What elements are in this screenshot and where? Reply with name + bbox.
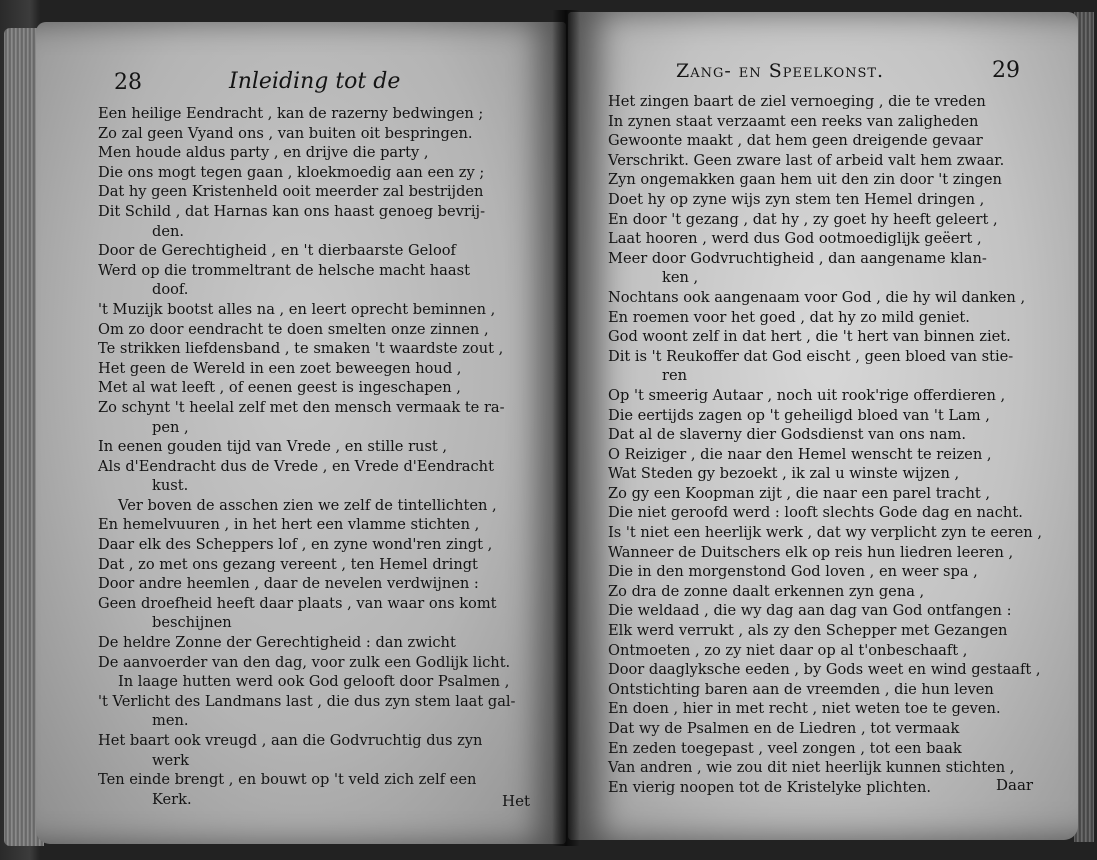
text-line: Die niet geroofd werd : looft slechts Gode dag en nacht.: [608, 504, 1023, 522]
text-line: Meer door Godvruchtigheid , dan aangename klan-: [608, 249, 987, 267]
text-line: En doen , hier in met recht , niet weten toe te geven.: [608, 700, 1001, 718]
text-line: den.: [152, 222, 185, 240]
text-line: Laat hooren , werd dus God ootmoediglijk geëert ,: [608, 230, 982, 248]
text-line: Dat , zo met ons gezang vereent , ten Hemel dringt: [98, 555, 478, 573]
text-line: Dit is 't Reukoffer dat God eischt , geen bloed van stie-: [608, 347, 1014, 365]
left-page-number: 28: [114, 70, 142, 95]
text-line: Zo zal geen Vyand ons , van buiten oit bespringen.: [98, 124, 473, 142]
text-line: Die weldaad , die wy dag aan dag van God ontfangen :: [608, 602, 1012, 620]
text-line: Door daaglyksche eeden , by Gods weet en wind gestaaft ,: [608, 661, 1041, 679]
text-line: Doet hy op zyne wijs zyn stem ten Hemel dringen ,: [608, 190, 985, 208]
text-line: men.: [152, 712, 189, 730]
text-line: Dat al de slaverny dier Godsdienst van ons nam.: [608, 426, 966, 444]
text-line: doof.: [152, 281, 189, 299]
right-text-block: [608, 92, 1042, 797]
text-line: pen ,: [152, 418, 189, 436]
text-line: Is 't niet een heerlijk werk , dat wy verplicht zyn te eeren ,: [608, 524, 1042, 542]
left-page: [36, 22, 566, 844]
left-running-head: Inleiding tot de: [229, 69, 401, 94]
text-line: Ver boven de asschen zien we zelf de tintellichten ,: [118, 496, 497, 514]
text-line: Die ons mogt tegen gaan , kloekmoedig aan een zy ;: [98, 163, 485, 181]
left-catchword: Het: [502, 792, 530, 810]
text-line: Verschrikt. Geen zware last of arbeid valt hem zwaar.: [608, 151, 1005, 169]
right-page: [568, 12, 1078, 840]
text-line: En vierig noopen tot de Kristelyke plichten.: [608, 778, 931, 796]
text-line: werk: [152, 751, 189, 769]
text-line: beschijnen: [152, 614, 232, 632]
text-line: ken ,: [662, 269, 699, 287]
text-line: Zo gy een Koopman zijt , die naar een parel tracht ,: [608, 484, 990, 502]
text-line: Te strikken liefdensband , te smaken 't waardste zout ,: [98, 340, 504, 358]
text-line: In laage hutten werd ook God gelooft door Psalmen ,: [118, 673, 510, 691]
text-line: Van andren , wie zou dit niet heerlijk kunnen stichten ,: [608, 759, 1015, 777]
book-gutter: [552, 10, 580, 846]
text-line: Geen droefheid heeft daar plaats , van waar ons komt: [98, 594, 497, 612]
left-text-block: [98, 104, 516, 809]
text-line: Wanneer de Duitschers elk op reis hun liedren leeren ,: [608, 543, 1014, 561]
text-line: Daar elk des Scheppers lof , en zyne wond'ren zingt ,: [98, 536, 493, 554]
right-page-number: 29: [992, 58, 1020, 83]
right-running-head: Zang- en Speelkonst.: [676, 60, 885, 82]
text-line: Het zingen baart de ziel vernoeging , die te vreden: [608, 93, 986, 110]
text-line: Door de Gerechtigheid , en 't dierbaarste Geloof: [98, 242, 456, 260]
text-line: Elk werd verrukt , als zy den Schepper met Gezangen: [608, 622, 1008, 640]
text-line: O Reiziger , die naar den Hemel wenscht te reizen ,: [608, 445, 992, 463]
text-line: Men houde aldus party , en drijve die party ,: [98, 144, 429, 162]
text-line: Zyn ongemakken gaan hem uit den zin door 't zingen: [608, 171, 1002, 189]
text-line: Die in den morgenstond God loven , en weer spa ,: [608, 563, 978, 581]
text-line: 't Verlicht des Landmans last , die dus zyn stem laat gal-: [98, 692, 516, 710]
text-line: Ontstichting baren aan de vreemden , die hun leven: [608, 680, 994, 698]
text-line: In eenen gouden tijd van Vrede , en stille rust ,: [98, 438, 448, 456]
text-line: 't Muzijk bootst alles na , en leert oprecht beminnen ,: [98, 300, 496, 318]
text-line: God woont zelf in dat hert , die 't hert van binnen ziet.: [608, 328, 1011, 346]
text-line: En zeden toegepast , veel zongen , tot een baak: [608, 739, 962, 757]
text-line: Dat hy geen Kristenheld ooit meerder zal bestrijden: [98, 183, 484, 201]
text-line: En hemelvuuren , in het hert een vlamme stichten ,: [98, 516, 480, 534]
text-line: En roemen voor het goed , dat hy zo mild geniet.: [608, 308, 970, 326]
text-line: Het geen de Wereld in een zoet beweegen houd ,: [98, 359, 462, 377]
text-line: Ontmoeten , zo zy niet daar op al t'onbeschaaft ,: [608, 641, 968, 659]
text-line: Werd op die trommeltrant de helsche macht haast: [98, 261, 470, 279]
text-line: Gewoonte maakt , dat hem geen dreigende gevaar: [608, 132, 983, 150]
text-line: Zo schynt 't heelal zelf met den mensch vermaak te ra-: [98, 398, 505, 416]
text-line: Wat Steden gy bezoekt , ik zal u winste wijzen ,: [608, 465, 960, 483]
text-line: Dat wy de Psalmen en de Liedren , tot vermaak: [608, 720, 960, 737]
right-catchword: Daar: [996, 776, 1034, 794]
text-line: Kerk.: [152, 790, 192, 808]
text-line: Met al wat leeft , of eenen geest is ingeschapen ,: [98, 379, 461, 397]
text-line: En door 't gezang , dat hy , zy goet hy heeft geleert ,: [608, 210, 998, 228]
text-line: Een heilige Eendracht , kan de razerny bedwingen ;: [98, 105, 484, 122]
text-line: De heldre Zonne der Gerechtigheid : dan zwicht: [98, 634, 456, 652]
text-line: Dit Schild , dat Harnas kan ons haast genoeg bevrij-: [98, 202, 486, 220]
text-line: De aanvoerder van den dag, voor zulk een Godlijk licht.: [98, 653, 511, 671]
text-line: Op 't smeerig Autaar , noch uit rook'rige offerdieren ,: [608, 386, 1006, 404]
text-line: In zynen staat verzaamt een reeks van zaligheden: [608, 112, 979, 130]
text-line: Ten einde brengt , en bouwt op 't veld zich zelf een: [98, 771, 477, 789]
text-line: Om zo door eendracht te doen smelten onze zinnen ,: [98, 320, 489, 338]
text-line: ren: [662, 367, 688, 385]
text-line: Zo dra de zonne daalt erkennen zyn gena ,: [608, 582, 925, 600]
text-line: Door andre heemlen , daar de nevelen verdwijnen :: [98, 575, 479, 593]
text-line: Nochtans ook aangenaam voor God , die hy wil danken ,: [608, 288, 1026, 306]
text-line: Het baart ook vreugd , aan die Godvruchtig dus zyn: [98, 732, 483, 749]
text-line: kust.: [152, 477, 189, 495]
text-line: Als d'Eendracht dus de Vrede , en Vrede d'Eendracht: [98, 457, 494, 475]
text-line: Die eertijds zagen op 't geheiligd bloed van 't Lam ,: [608, 406, 990, 424]
